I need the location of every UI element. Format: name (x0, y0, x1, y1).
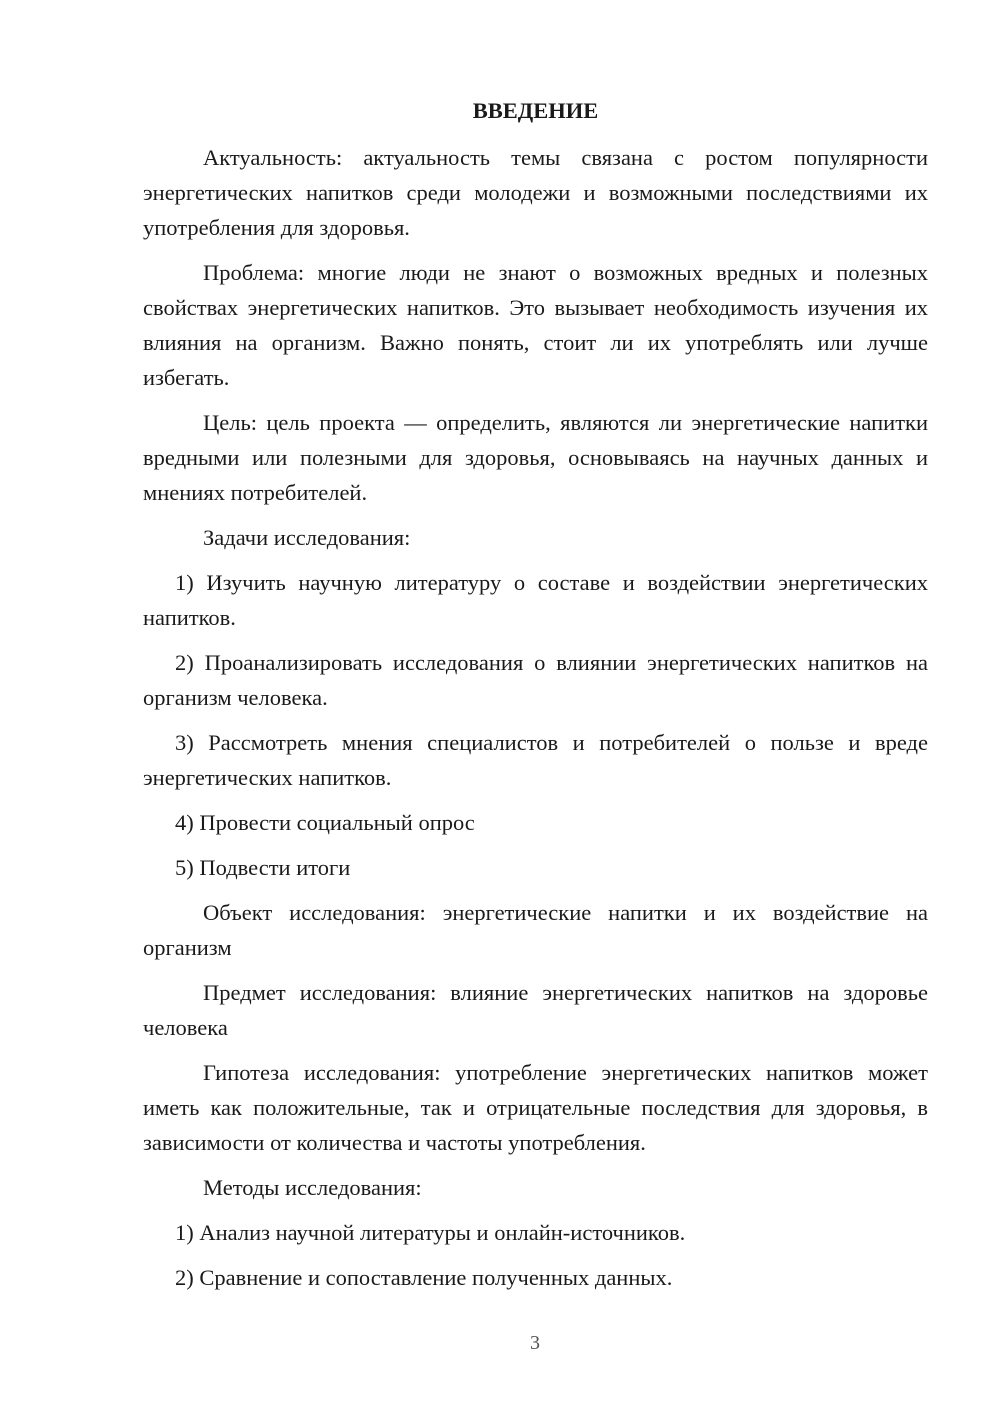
paragraph-relevance: Актуальность: актуальность темы связана с ростом популярности энергетических напитков среди молодежи и возможными последствиями их употребления для здоровья. (143, 145, 928, 240)
method-item-2: 2) Сравнение и сопоставление полученных данных. (175, 1265, 673, 1290)
method-item-1: 1) Анализ научной литературы и онлайн-источников. (175, 1220, 686, 1245)
paragraph-subject: Предмет исследования: влияние энергетических напитков на здоровье человека (143, 980, 928, 1040)
paragraph-tasks-heading: Задачи исследования: (203, 525, 411, 550)
task-item-5: 5) Подвести итоги (175, 855, 351, 880)
paragraph-hypothesis: Гипотеза исследования: употребление энергетических напитков может иметь как положительные, так и отрицательные последствия для здоровья, в зависимости от количества и частоты употребления. (143, 1060, 928, 1155)
page-content (143, 96, 928, 1305)
task-item-4: 4) Провести социальный опрос (175, 810, 475, 835)
paragraph-goal: Цель: цель проекта — определить, являются ли энергетические напитки вредными или полезными для здоровья, основываясь на научных данных и мнениях потребителей. (143, 410, 928, 505)
paragraph-methods-heading: Методы исследования: (203, 1175, 422, 1200)
paragraph-problem: Проблема: многие люди не знают о возможных вредных и полезных свойствах энергетических напитков. Это вызывает необходимость изучения их влияния на организм. Важно понять, стоит ли их употреблять или лучше избегать. (143, 260, 928, 390)
page-number: 3 (530, 1332, 540, 1354)
task-item-2: 2) Проанализировать исследования о влиянии энергетических напитков на организм человека. (143, 650, 928, 710)
section-title: ВВЕДЕНИЕ (472, 98, 599, 123)
task-item-1: 1) Изучить научную литературу о составе и воздействии энергетических напитков. (143, 570, 928, 630)
paragraph-object: Объект исследования: энергетические напитки и их воздействие на организм (143, 900, 928, 960)
task-item-3: 3) Рассмотреть мнения специалистов и потребителей о пользе и вреде энергетических напитков. (143, 730, 928, 790)
